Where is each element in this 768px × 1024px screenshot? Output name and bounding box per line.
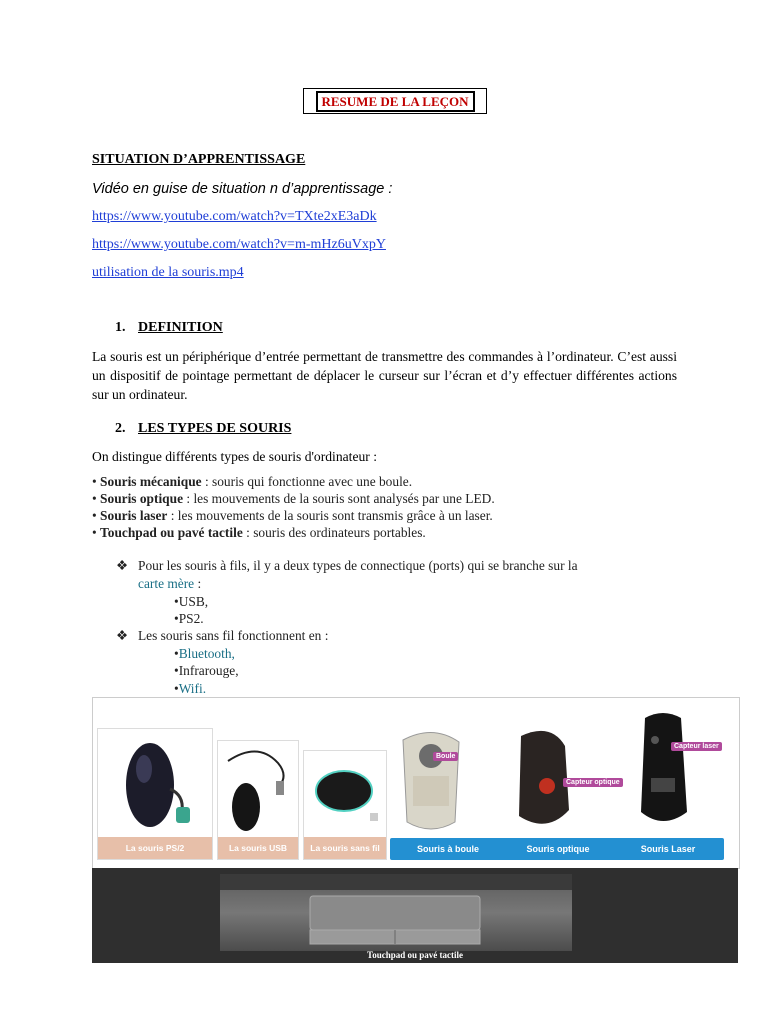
wireless-text: Les souris sans fil fonctionnent en : <box>138 628 329 643</box>
mode-item-infrarouge: •Infrarouge, <box>174 663 239 678</box>
wireless-mouse-icon <box>304 751 386 837</box>
mode-link[interactable]: Bluetooth, <box>178 646 235 661</box>
types-number: 2. <box>115 421 126 436</box>
tag-capteur-laser: Capteur laser <box>671 742 722 751</box>
touchpad-icon <box>220 874 572 951</box>
title-box <box>303 88 487 114</box>
list-item: • Souris optique : les mouvements de la souris sont analysés par une LED. <box>92 491 495 506</box>
definition-number: 1. <box>115 320 126 335</box>
mouse-types-figure <box>92 697 740 869</box>
carte-mere-link[interactable]: carte mère <box>138 575 195 591</box>
list-item: • Touchpad ou pavé tactile : souris des ordinateurs portables. <box>92 525 426 540</box>
mode-item-wifi: •Wifi. <box>174 681 207 696</box>
wired-sentence: Pour les souris à fils, il y a deux types de connectique (ports) qui se branche sur la <box>138 558 578 573</box>
type-desc: : les mouvements de la souris sont analysés par une LED. <box>183 491 495 506</box>
list-item: • Souris laser : les mouvements de la souris sont transmis grâce à un laser. <box>92 508 493 523</box>
video-link-2[interactable]: https://www.youtube.com/watch?v=m-mHz6uVxpY <box>92 237 386 252</box>
usb-mouse-icon <box>218 741 298 837</box>
touchpad-figure <box>92 868 738 963</box>
caption-optical: Souris optique <box>526 844 590 854</box>
caption-ball: Souris à boule <box>416 844 479 854</box>
page-title: RESUME DE LA LEÇON <box>316 91 475 112</box>
list-item: • Souris mécanique : souris qui fonctionne avec une boule. <box>92 474 413 489</box>
type-desc: : les mouvements de la souris sont transmis grâce à un laser. <box>167 508 493 523</box>
card-usb <box>217 740 299 860</box>
tag-boule: Boule <box>433 752 458 761</box>
wired-text <box>138 557 678 592</box>
caption-ps2: La souris PS/2 <box>98 837 212 859</box>
situation-intro: Vidéo en guise de situation n d’apprentissage : <box>92 181 393 197</box>
port-item-usb: •USB, <box>174 594 209 609</box>
type-term: Souris laser <box>100 508 168 523</box>
mode-label: Infrarouge, <box>178 663 239 678</box>
type-term: Souris optique <box>100 491 184 506</box>
type-desc: : souris des ordinateurs portables. <box>242 525 426 540</box>
mode-item-bluetooth: •Bluetooth, <box>174 646 235 661</box>
port-label: USB, <box>178 594 209 609</box>
caption-laser: Souris Laser <box>640 844 696 854</box>
definition-heading: DEFINITION <box>138 320 223 335</box>
type-desc: : souris qui fonctionne avec une boule. <box>201 474 413 489</box>
tag-capteur-optique: Capteur optique <box>563 778 623 787</box>
port-label: PS2. <box>178 611 204 626</box>
situation-heading: SITUATION D’APPRENTISSAGE <box>92 152 306 167</box>
ps2-mouse-icon <box>98 729 212 837</box>
laser-mouse-icon <box>633 712 693 830</box>
touchpad-photo <box>220 874 572 951</box>
card-ps2 <box>97 728 213 860</box>
type-term: Touchpad ou pavé tactile <box>100 525 243 540</box>
type-term: Souris mécanique <box>100 474 202 489</box>
caption-usb: La souris USB <box>218 837 298 859</box>
diamond-icon: ❖ <box>116 628 129 643</box>
types-list <box>92 473 692 541</box>
video-link-1[interactable]: https://www.youtube.com/watch?v=TXte2xE3aDk <box>92 209 377 224</box>
diamond-icon: ❖ <box>116 558 129 573</box>
port-item-ps2: •PS2. <box>174 611 204 626</box>
definition-text: La souris est un périphérique d’entrée permettant de transmettre des commandes à l’ordinateur. C’est aussi un dispositif de pointage permettant de déplacer le curseur sur l’écran et d’y effectuer différentes actions sur un ordinateur. <box>92 349 677 402</box>
card-wireless <box>303 750 387 860</box>
caption-wireless: La souris sans fil <box>304 837 386 859</box>
types-intro: On distingue différents types de souris d'ordinateur : <box>92 449 377 464</box>
touchpad-caption: Touchpad ou pavé tactile <box>367 950 463 960</box>
wired-suffix: : <box>194 575 202 591</box>
video-link-3[interactable]: utilisation de la souris.mp4 <box>92 265 244 280</box>
mode-link[interactable]: Wifi. <box>178 681 207 696</box>
types-heading: LES TYPES DE SOURIS <box>138 421 292 436</box>
ball-mouse-icon <box>393 726 473 838</box>
